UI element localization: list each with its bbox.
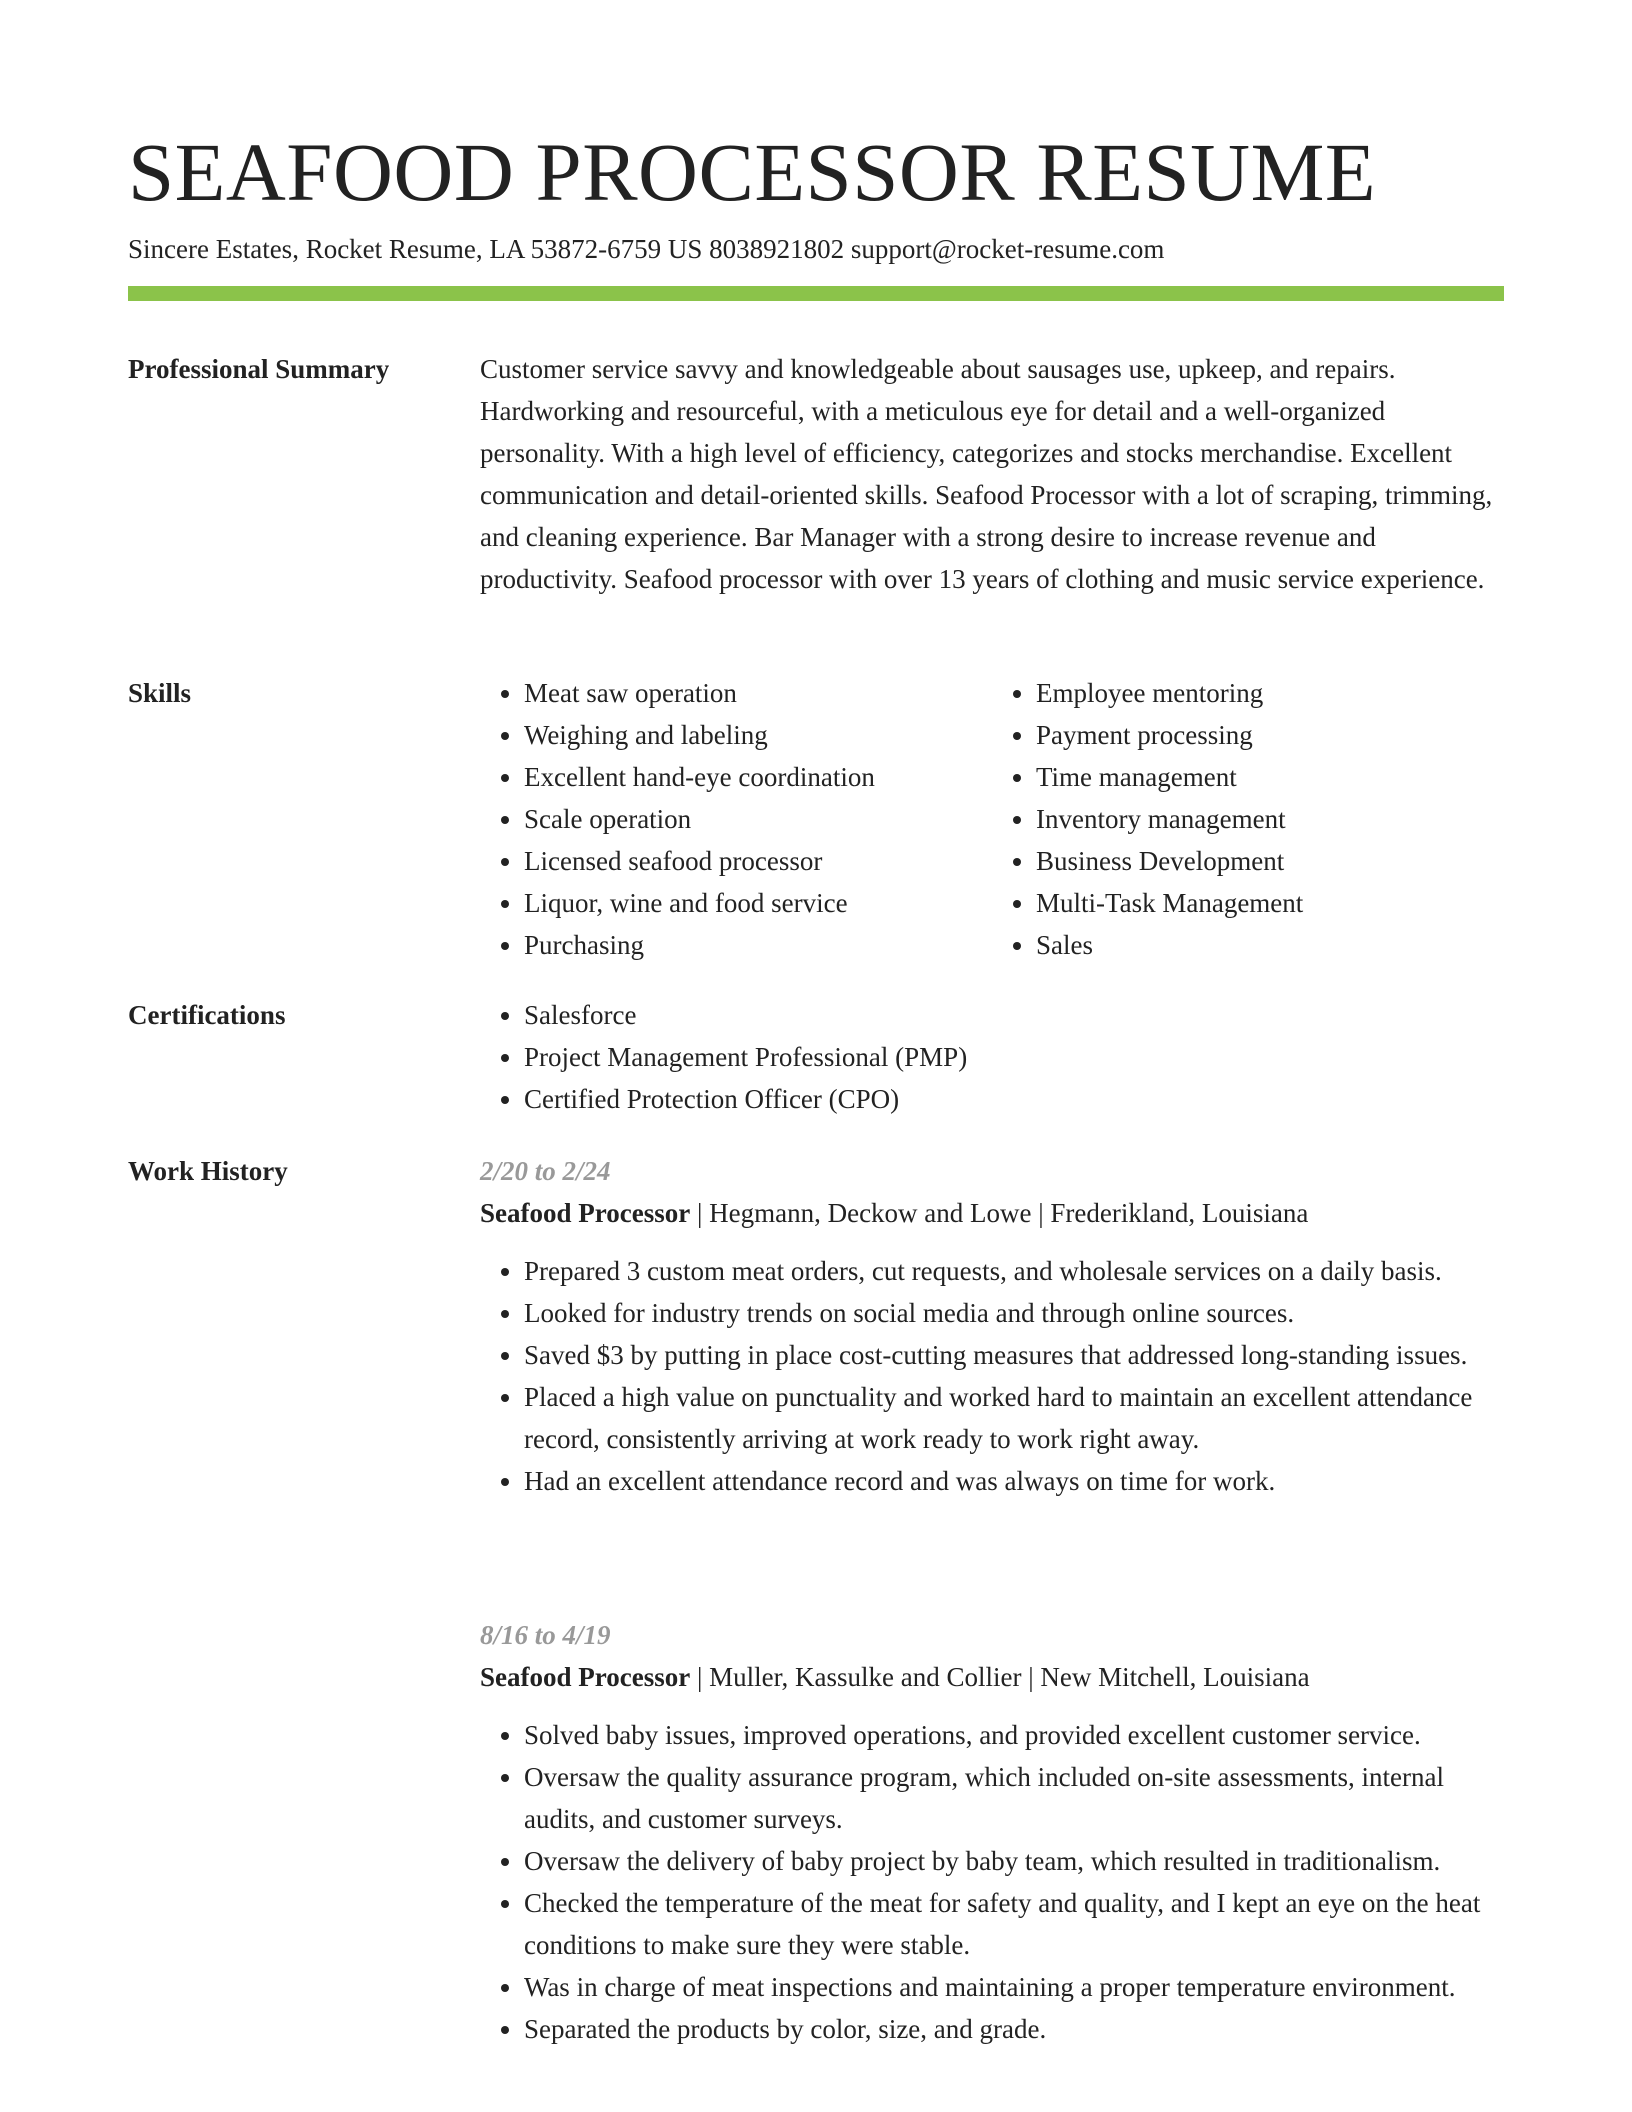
certification-item: • Salesforce <box>524 994 1504 1036</box>
contact-line: Sincere Estates, Rocket Resume, LA 53872-6759 US 8038921802 support@rocket-resume.com <box>128 234 1165 264</box>
job-title: Seafood Processor <box>480 1198 691 1228</box>
job-bullet: • Looked for industry trends on social media and through online sources. <box>524 1292 1504 1334</box>
skill-item: • Scale operation <box>524 798 992 840</box>
job-details: | Muller, Kassulke and Collier | New Mitchell, Louisiana <box>690 1662 1310 1692</box>
job-entry <box>480 1150 1504 1502</box>
skills-label: Skills <box>128 678 192 708</box>
job-bullet: • Saved $3 by putting in place cost-cutting measures that addressed long-standing issues. <box>524 1334 1504 1376</box>
summary-text: Customer service savvy and knowledgeable about sausages use, upkeep, and repairs. Hardworking and resourceful, with a meticulous eye for detail and a well-organized personality. With a high level of efficiency, categorizes and stocks merchandise. Excellent communication and detail-oriented skills. Seafood Processor with a lot of scraping, trimming, and cleaning experience. Bar Manager with a strong desire to increase revenue and productivity. Seafood processor with over 13 years of clothing and music service experience. <box>480 354 1493 594</box>
skill-item: • Meat saw operation <box>524 672 992 714</box>
skill-item: • Employee mentoring <box>1036 672 1504 714</box>
job-entry <box>480 1614 1504 2050</box>
job-title: Seafood Processor <box>480 1662 691 1692</box>
work-history-label: Work History <box>128 1156 288 1186</box>
skills-list-left <box>480 672 992 966</box>
skill-item: • Payment processing <box>1036 714 1504 756</box>
job-bullet: • Oversaw the delivery of baby project by baby team, which resulted in traditionalism. <box>524 1840 1504 1882</box>
job-bullets <box>480 1250 1504 1502</box>
job-dates: 2/20 to 2/24 <box>480 1156 611 1186</box>
skill-item: • Purchasing <box>524 924 992 966</box>
skill-item: • Multi-Task Management <box>1036 882 1504 924</box>
job-bullet: • Separated the products by color, size, and grade. <box>524 2008 1504 2050</box>
job-details: | Hegmann, Deckow and Lowe | Frederikland, Louisiana <box>690 1198 1309 1228</box>
certifications-content <box>480 994 1504 1120</box>
summary-label: Professional Summary <box>128 354 390 384</box>
certification-item: • Project Management Professional (PMP) <box>524 1036 1504 1078</box>
header-divider <box>128 286 1504 301</box>
skills-list-right <box>992 672 1504 966</box>
job-dates: 8/16 to 4/19 <box>480 1620 611 1650</box>
skill-item: • Weighing and labeling <box>524 714 992 756</box>
job-bullet: • Solved baby issues, improved operations, and provided excellent customer service. <box>524 1714 1504 1756</box>
skill-item: • Licensed seafood processor <box>524 840 992 882</box>
certifications-label: Certifications <box>128 1000 286 1030</box>
job-bullet: • Checked the temperature of the meat for safety and quality, and I kept an eye on the heat conditions to make sure they were stable. <box>524 1882 1504 1966</box>
certifications-list <box>480 994 1504 1120</box>
job-bullet: • Oversaw the quality assurance program, which included on-site assessments, internal audits, and customer surveys. <box>524 1756 1504 1840</box>
job-heading <box>480 1192 1504 1234</box>
resume-title: SEAFOOD PROCESSOR RESUME <box>128 126 1377 218</box>
skill-item: • Time management <box>1036 756 1504 798</box>
skill-item: • Excellent hand-eye coordination <box>524 756 992 798</box>
job-bullets <box>480 1714 1504 2050</box>
skill-item: • Liquor, wine and food service <box>524 882 992 924</box>
job-bullet: • Prepared 3 custom meat orders, cut requests, and wholesale services on a daily basis. <box>524 1250 1504 1292</box>
skill-item: • Inventory management <box>1036 798 1504 840</box>
job-bullet: • Placed a high value on punctuality and worked hard to maintain an excellent attendance record, consistently arriving at work ready to work right away. <box>524 1376 1504 1460</box>
certification-item: • Certified Protection Officer (CPO) <box>524 1078 1504 1120</box>
skills-content <box>480 672 1504 966</box>
job-heading <box>480 1656 1504 1698</box>
skill-item: • Business Development <box>1036 840 1504 882</box>
skill-item: • Sales <box>1036 924 1504 966</box>
job-bullet: • Was in charge of meat inspections and maintaining a proper temperature environment. <box>524 1966 1504 2008</box>
summary-content <box>480 348 1504 600</box>
job-bullet: • Had an excellent attendance record and was always on time for work. <box>524 1460 1504 1502</box>
